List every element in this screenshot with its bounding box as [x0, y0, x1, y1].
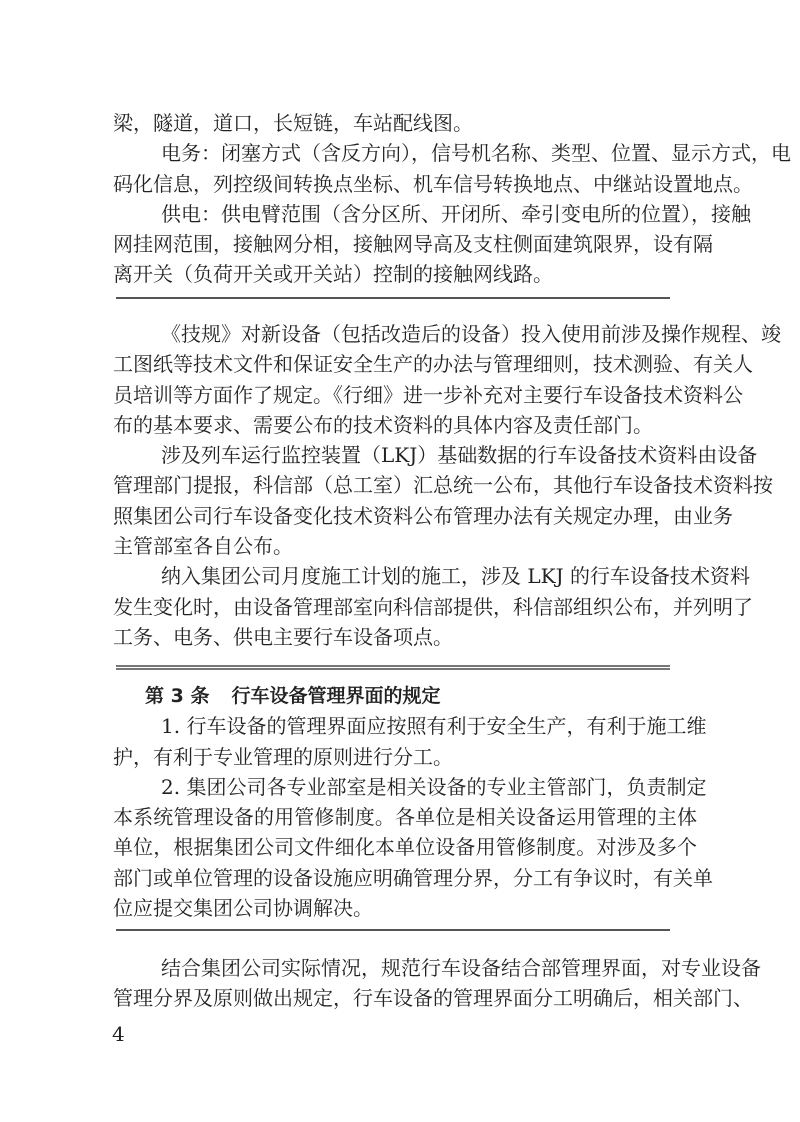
- text-line: 照集团公司行车设备变化技术资料公布管理办法有关规定办理，由业务: [113, 503, 733, 528]
- article-heading: [113, 681, 697, 711]
- box-bottom-rule: [116, 297, 670, 299]
- box-bottom-rule: [116, 929, 670, 931]
- article-number: 第 3 条: [145, 685, 210, 707]
- text-line: 单位，根据集团公司文件细化本单位设备用管修制度。对涉及多个: [113, 835, 697, 860]
- text-line: 管理部门提报，科信部（总工室）汇总统一公布，其他行车设备技术资料按: [113, 473, 773, 498]
- text-line: 布的基本要求、需要公布的技术资料的具体内容及责任部门。: [113, 412, 653, 437]
- text-line: 离开关（负荷开关或开关站）控制的接触网线路。: [113, 262, 553, 287]
- article-3: [113, 681, 713, 923]
- text-line: 网挂网范围，接触网分相，接触网导高及支柱侧面建筑限界，设有隔: [113, 232, 713, 257]
- boxed-rule-text-continued: [113, 108, 791, 290]
- text-line: 纳入集团公司月度施工计划的施工，涉及 LKJ 的行车设备技术资料: [161, 564, 750, 589]
- commentary-paragraph: [113, 953, 761, 1014]
- page-number: 4: [112, 1022, 125, 1046]
- text-line: 2. 集团公司各专业部室是相关设备的专业主管部门，负责制定: [161, 774, 707, 799]
- text-line: 管理分界及原则做出规定，行车设备的管理界面分工明确后，相关部门、: [113, 986, 753, 1011]
- text-line: 发生变化时，由设备管理部室向科信部提供，科信部组织公布，并列明了: [113, 594, 753, 619]
- text-line: 工图纸等技术文件和保证安全生产的办法与管理细则，技术测验、有关人: [113, 352, 753, 377]
- text-line: 部门或单位管理的设备设施应明确管理分界，分工有争议时，有关单: [113, 865, 713, 890]
- text-line: 本系统管理设备的用管修制度。各单位是相关设备运用管理的主体: [113, 805, 697, 830]
- text-line: 结合集团公司实际情况，规范行车设备结合部管理界面，对专业设备: [161, 956, 761, 980]
- text-line: 电务：闭塞方式（含反方向），信号机名称、类型、位置、显示方式，电: [161, 141, 791, 166]
- text-line: 供电：供电臂范围（含分区所、开闭所、牵引变电所的位置），接触: [161, 201, 751, 226]
- article-title: 行车设备管理界面的规定: [231, 685, 441, 707]
- text-line: 涉及列车运行监控装置（LKJ）基础数据的行车设备技术资料由设备: [161, 443, 758, 468]
- text-line: 码化信息，列控级间转换点坐标、机车信号转换地点、中继站设置地点。: [113, 171, 753, 196]
- commentary-paragraphs: [113, 319, 781, 652]
- text-line: 工务、电务、供电主要行车设备项点。: [113, 624, 453, 649]
- text-line: 员培训等方面作了规定。《行细》进一步补充对主要行车设备技术资料公: [113, 382, 743, 407]
- box-top-double-rule: [116, 665, 670, 670]
- text-line: 1. 行车设备的管理界面应按照有利于安全生产，有利于施工维: [161, 714, 707, 739]
- text-line: 位应提交集团公司协调解决。: [113, 896, 373, 921]
- text-line: 护，有利于专业管理的原则进行分工。: [113, 744, 453, 769]
- text-line: 梁，隧道，道口，长短链，车站配线图。: [113, 111, 473, 135]
- text-line: 《技规》对新设备（包括改造后的设备）投入使用前涉及操作规程、竣: [161, 322, 781, 346]
- text-line: 主管部室各自公布。: [113, 534, 293, 559]
